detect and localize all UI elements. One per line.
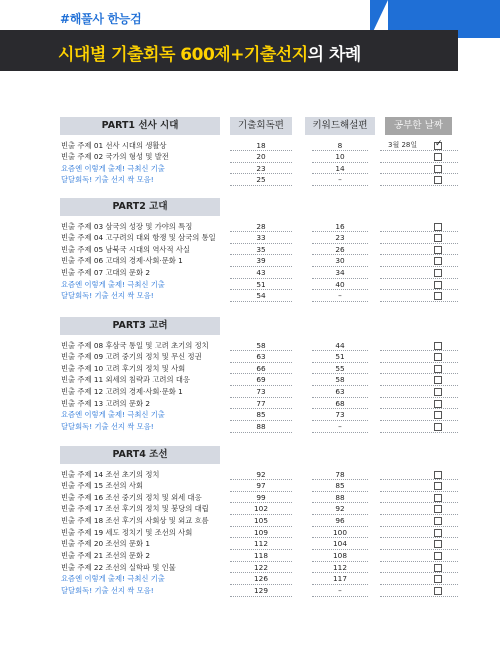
- topic-label: 빈출 주제 16 조선 중기의 정치 및 외세 대응: [61, 492, 202, 502]
- page-title: [58, 40, 361, 65]
- done-checkbox[interactable]: [434, 575, 442, 583]
- done-checkbox[interactable]: [434, 223, 442, 231]
- page-book2: 14: [335, 163, 345, 173]
- page-book1: 69: [256, 375, 266, 385]
- page-book2: –: [338, 586, 342, 595]
- topic-label: 요즘엔 이렇게 출제! 극최신 기출: [61, 279, 165, 289]
- toc-row: [60, 550, 452, 562]
- toc-row: [60, 527, 452, 539]
- toc-row: [60, 469, 452, 481]
- series-tag: #해풀사 한능검: [60, 12, 142, 26]
- done-checkbox[interactable]: [434, 517, 442, 525]
- page-book2: 88: [335, 492, 345, 502]
- page-book2: 26: [335, 244, 345, 254]
- page-book1: 109: [254, 527, 268, 537]
- page-book2: –: [338, 291, 342, 301]
- page-book2: 92: [335, 504, 345, 514]
- column-header-book2: 키워드해설편: [305, 117, 375, 135]
- page-book1: 33: [256, 233, 266, 243]
- done-checkbox[interactable]: [434, 353, 442, 361]
- done-checkbox[interactable]: [434, 292, 442, 300]
- part-heading: PART3 고려: [60, 317, 220, 335]
- toc-row: [60, 267, 452, 279]
- topic-label: 빈출 주제 20 조선의 문화 1: [61, 539, 150, 549]
- done-checkbox[interactable]: [434, 342, 442, 350]
- done-checkbox[interactable]: [434, 365, 442, 373]
- topic-label: 빈출 주제 03 삼국의 성장 및 가야의 특징: [61, 221, 193, 231]
- page-book1: 118: [254, 551, 268, 561]
- topic-label: 빈출 주제 05 남북국 시대의 역사적 사실: [61, 244, 190, 254]
- topic-label: 빈출 주제 19 세도 정치기 및 조선의 사회: [61, 527, 193, 537]
- page-book2: 104: [333, 539, 347, 549]
- topic-label: 달달회독! 기출 선지 싹 모음!: [61, 175, 154, 185]
- toc-row: [60, 340, 452, 352]
- toc-row: [60, 562, 452, 574]
- part-heading: PART2 고대: [60, 198, 220, 216]
- column-header-date: 공부한 날짜: [385, 117, 452, 135]
- page-book1: 63: [256, 352, 266, 362]
- topic-label: 빈출 주제 21 조선의 문화 2: [61, 551, 150, 561]
- done-checkbox[interactable]: [434, 471, 442, 479]
- page-book1: 92: [256, 469, 266, 479]
- done-checkbox[interactable]: [434, 423, 442, 431]
- topic-label: 달달회독! 기출 선지 싹 모음!: [61, 586, 154, 595]
- topic-label: 빈출 주제 07 고대의 문화 2: [61, 268, 150, 278]
- topic-label: 빈출 주제 04 고구려의 대외 항쟁 및 삼국의 통일: [61, 233, 216, 243]
- done-checkbox[interactable]: [434, 257, 442, 265]
- topic-label: 빈출 주제 02 국가의 형성 및 발전: [61, 152, 169, 162]
- dotted-line: [380, 185, 458, 186]
- toc-row: [60, 363, 452, 375]
- toc-row: [60, 290, 452, 302]
- page-book1: 97: [256, 481, 266, 491]
- page-book2: 34: [335, 268, 345, 278]
- done-checkbox[interactable]: [434, 376, 442, 384]
- page-book1: 112: [254, 539, 268, 549]
- page-title-suffix: 의 차례: [307, 45, 361, 65]
- done-checkbox[interactable]: [434, 246, 442, 254]
- page-book2: 51: [335, 352, 345, 362]
- toc-row: [60, 409, 452, 421]
- page-book1: 51: [256, 279, 266, 289]
- dotted-line: [230, 432, 292, 433]
- toc-row: [60, 221, 452, 233]
- done-checkbox[interactable]: [434, 388, 442, 396]
- done-checkbox[interactable]: [434, 142, 442, 150]
- toc-row: [60, 585, 452, 597]
- topic-label: 빈출 주제 12 고려의 경제·사회·문화 1: [61, 387, 183, 397]
- page-title-highlight: 시대별 기출회독 600제+기출선지: [58, 45, 308, 65]
- page-book1: 126: [254, 574, 268, 584]
- dotted-line: [312, 185, 368, 186]
- topic-label: 달달회독! 기출 선지 싹 모음!: [61, 291, 154, 301]
- page-book2: 10: [335, 152, 345, 162]
- page-book1: 66: [256, 363, 266, 373]
- toc-row: [60, 480, 452, 492]
- page-book1: 43: [256, 268, 266, 278]
- part-heading: PART1 선사 시대: [60, 117, 220, 135]
- page-book2: 40: [335, 279, 345, 289]
- toc-row: [60, 421, 452, 433]
- topic-label: 빈출 주제 06 고대의 경제·사회·문화 1: [61, 256, 183, 266]
- topic-label: 빈출 주제 09 고려 중기의 정치 및 무신 정권: [61, 352, 202, 362]
- topic-label: 빈출 주제 13 고려의 문화 2: [61, 398, 150, 408]
- page-book2: 16: [335, 221, 345, 231]
- page-book2: 63: [335, 387, 345, 397]
- page-book1: 102: [254, 504, 268, 514]
- toc-row: [60, 374, 452, 386]
- topic-label: 달달회독! 기출 선지 싹 모음!: [61, 422, 154, 432]
- dotted-line: [380, 301, 458, 302]
- page-book1: 85: [256, 410, 266, 420]
- page-book1: 28: [256, 221, 266, 231]
- page-book1: 35: [256, 244, 266, 254]
- done-checkbox[interactable]: [434, 505, 442, 513]
- toc-row: [60, 279, 452, 291]
- page-book2: 96: [335, 516, 345, 526]
- page-book2: –: [338, 175, 342, 185]
- page-book1: 58: [256, 340, 266, 350]
- dotted-line: [230, 301, 292, 302]
- toc-row: [60, 351, 452, 363]
- toc-row: [60, 232, 452, 244]
- done-checkbox[interactable]: [434, 552, 442, 560]
- page-book1: 99: [256, 492, 266, 502]
- toc-row: [60, 255, 452, 267]
- page-book2: 108: [333, 551, 347, 561]
- column-header-book1: 기출회독편: [230, 117, 292, 135]
- done-checkbox[interactable]: [434, 400, 442, 408]
- page-book2: 8: [337, 140, 343, 150]
- dotted-line: [380, 596, 458, 597]
- done-checkbox[interactable]: [434, 529, 442, 537]
- page-book2: 23: [335, 233, 345, 243]
- topic-label: 빈출 주제 10 고려 후기의 정치 및 사회: [61, 363, 186, 373]
- page-book2: 44: [335, 340, 345, 350]
- page-book1: 73: [256, 387, 266, 397]
- page-book2: 117: [333, 574, 347, 584]
- page-book2: 68: [335, 398, 345, 408]
- page-book2: 55: [335, 363, 345, 373]
- page-book2: 100: [333, 527, 347, 537]
- page-book1: 18: [256, 140, 266, 150]
- page-book2: 112: [333, 562, 347, 572]
- done-checkbox[interactable]: [434, 494, 442, 502]
- page-book1: 20: [256, 152, 266, 162]
- page-book2: 30: [335, 256, 345, 266]
- dotted-line: [230, 185, 292, 186]
- toc-row: [60, 538, 452, 550]
- done-checkbox[interactable]: [434, 587, 442, 595]
- study-date: 3월 28일: [388, 140, 418, 149]
- toc-row: [60, 515, 452, 527]
- part-heading: PART4 조선: [60, 446, 220, 464]
- page-book1: 129: [254, 586, 268, 595]
- toc-row: [60, 398, 452, 410]
- toc-row: [60, 140, 452, 152]
- done-checkbox[interactable]: [434, 281, 442, 289]
- page-book2: 78: [335, 469, 345, 479]
- dotted-line: [312, 596, 368, 597]
- toc-row: [60, 163, 452, 175]
- page-book2: 73: [335, 410, 345, 420]
- dotted-line: [312, 301, 368, 302]
- topic-label: 요즘엔 이렇게 출제! 극최신 기출: [61, 163, 165, 173]
- topic-label: 빈출 주제 08 후삼국 통일 및 고려 초기의 정치: [61, 340, 209, 350]
- page-book1: 54: [256, 291, 266, 301]
- topic-label: 요즘엔 이렇게 출제! 극최신 기출: [61, 574, 165, 584]
- toc-row: [60, 386, 452, 398]
- dotted-line: [380, 432, 458, 433]
- toc-row: [60, 151, 452, 163]
- page-book1: 25: [256, 175, 266, 185]
- done-checkbox[interactable]: [434, 153, 442, 161]
- done-checkbox[interactable]: [434, 411, 442, 419]
- toc-row: [60, 492, 452, 504]
- toc-row: [60, 573, 452, 585]
- page-book2: 58: [335, 375, 345, 385]
- toc-row: [60, 244, 452, 256]
- done-checkbox[interactable]: [434, 269, 442, 277]
- topic-label: 빈출 주제 17 조선 후기의 정치 및 붕당의 대립: [61, 504, 209, 514]
- page-book2: 85: [335, 481, 345, 491]
- dotted-line: [230, 596, 292, 597]
- page-book1: 105: [254, 516, 268, 526]
- done-checkbox[interactable]: [434, 540, 442, 548]
- topic-label: 빈출 주제 01 선사 시대의 생활상: [61, 140, 167, 150]
- page-book1: 122: [254, 562, 268, 572]
- page-book1: 23: [256, 163, 266, 173]
- dotted-line: [312, 432, 368, 433]
- page-book1: 39: [256, 256, 266, 266]
- done-checkbox[interactable]: [434, 234, 442, 242]
- page-book1: 77: [256, 398, 266, 408]
- topic-label: 빈출 주제 18 조선 후기의 사회상 및 외교 흐름: [61, 516, 209, 526]
- done-checkbox[interactable]: [434, 165, 442, 173]
- topic-label: 빈출 주제 15 조선의 사회: [61, 481, 144, 491]
- page-book2: –: [338, 422, 342, 432]
- done-checkbox[interactable]: [434, 564, 442, 572]
- toc-row: [60, 503, 452, 515]
- topic-label: 요즘엔 이렇게 출제! 극최신 기출: [61, 410, 165, 420]
- topic-label: 빈출 주제 14 조선 초기의 정치: [61, 469, 160, 479]
- toc-row: [60, 174, 452, 186]
- topic-label: 빈출 주제 22 조선의 실학파 및 인물: [61, 562, 176, 572]
- topic-label: 빈출 주제 11 외세의 침략과 고려의 대응: [61, 375, 190, 385]
- page-book1: 88: [256, 422, 266, 432]
- done-checkbox[interactable]: [434, 176, 442, 184]
- done-checkbox[interactable]: [434, 482, 442, 490]
